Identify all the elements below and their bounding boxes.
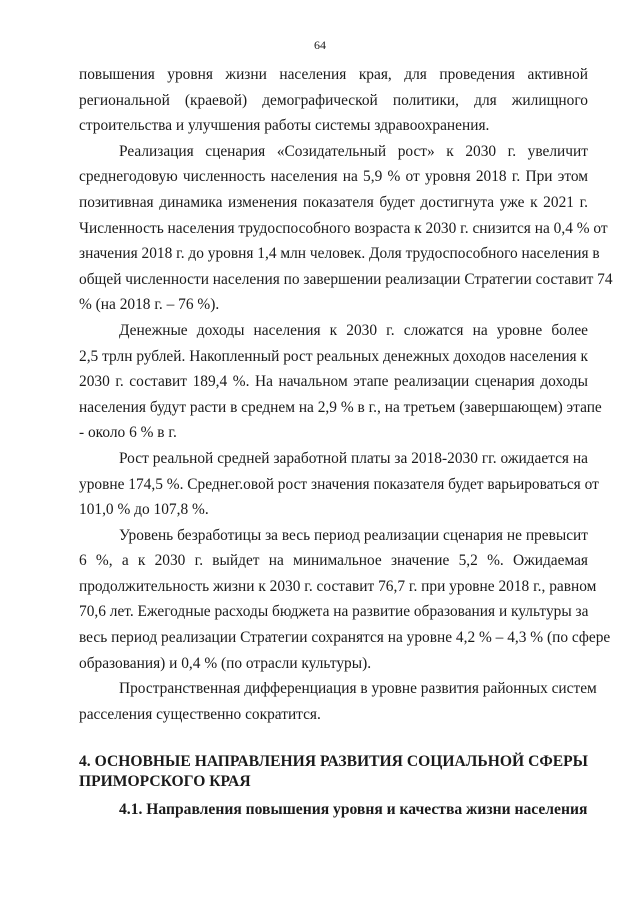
text-line: значения 2018 г. до уровня 1,4 млн человек. Доля трудоспособного населения в [79,245,600,263]
paragraph-6 [79,676,597,727]
paragraph-3 [79,318,602,446]
section-heading [79,752,588,792]
text-line: населения будут расти в среднем на 2,9 % в г., на третьем (завершающем) этапе [79,398,602,416]
text-line: общей численности населения по завершении реализации Стратегии составит 74 [79,270,613,288]
text-line: Рост реальной средней заработной платы за 2018-2030 гг. ожидается на [119,449,588,467]
text-line: Денежные доходы населения к 2030 г. сложатся на уровне более [119,321,588,339]
text-line: 70,6 лет. Ежегодные расходы бюджета на развитие образования и культуры за [79,603,589,621]
text-line: региональной (краевой) демографической политики, для жилищного [79,91,588,109]
text-line: образования) и 0,4 % (по отрасли культуры). [79,654,372,672]
text-line: Реализация сценария «Созидательный рост» к 2030 г. увеличит [119,142,588,160]
text-line: % (на 2018 г. – 76 %). [79,296,220,314]
text-line: повышения уровня жизни населения края, для проведения активной [79,66,588,83]
paragraph-2 [79,139,613,318]
text-line: 6 %, а к 2030 г. выйдет на минимальное значение 5,2 %. Ожидаемая [79,552,588,570]
text-line: 101,0 % до 107,8 %. [79,501,209,519]
text-line: весь период реализации Стратегии сохранятся на уровне 4,2 % – 4,3 % (по сфере [79,629,611,647]
paragraph-4 [79,446,599,523]
heading-line: 4. ОСНОВНЫЕ НАПРАВЛЕНИЯ РАЗВИТИЯ СОЦИАЛЬНОЙ СФЕРЫ [79,753,588,770]
subsection-heading [79,800,588,820]
text-line: 2,5 трлн рублей. Накопленный рост реальных денежных доходов населения к [79,347,588,365]
text-line: 2030 г. составит 189,4 %. На начальном этапе реализации сценария доходы [79,373,588,391]
heading-line: ПРИМОРСКОГО КРАЯ [79,773,251,790]
heading-line: 4.1. Направления повышения уровня и качества жизни населения [119,801,588,818]
text-line: Численность населения трудоспособного возраста к 2030 г. снизится на 0,4 % от [79,219,608,237]
text-line: Уровень безработицы за весь период реализации сценария не превысит [119,526,588,544]
body-text [79,62,613,727]
text-line: - около 6 % в г. [79,424,177,442]
paragraph-1 [79,62,588,139]
page-number: 64 [314,38,326,52]
text-line: строительства и улучшения работы системы здравоохранения. [79,117,490,135]
text-line: Пространственная дифференциация в уровне развития районных систем [119,680,597,698]
text-line: среднегодовую численность населения на 5,9 % от уровня 2018 г. При этом [79,168,588,186]
paragraph-5 [79,523,611,677]
text-line: продолжительность жизни к 2030 г. составит 76,7 г. при уровне 2018 г., равном [79,577,597,595]
text-line: расселения существенно сократится. [79,705,321,723]
text-line: позитивная динамика изменения показателя будет достигнута уже к 2021 г. [79,193,588,211]
text-line: уровне 174,5 %. Среднег.овой рост значения показателя будет варьироваться от [79,475,599,493]
